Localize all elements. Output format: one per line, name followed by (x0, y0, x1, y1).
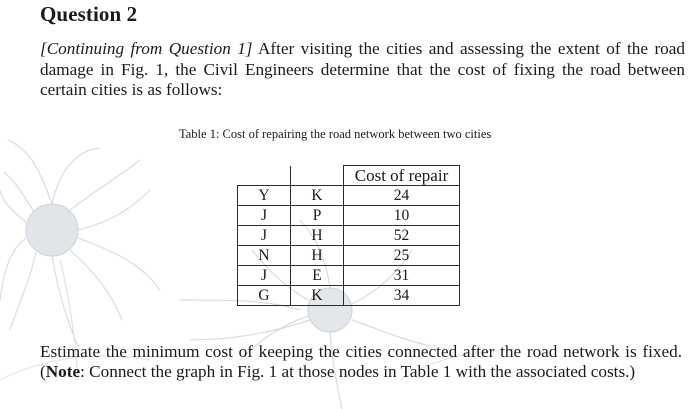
from-city-cell: G (238, 286, 291, 306)
question-intro-paragraph (40, 39, 685, 101)
instruction-paragraph (40, 342, 682, 381)
cost-cell: 31 (344, 266, 460, 286)
continuation-reference: [Continuing from Question 1] (40, 39, 253, 58)
to-city-cell: E (291, 266, 344, 286)
to-city-cell: P (291, 206, 344, 226)
note-label: Note (45, 361, 81, 381)
from-city-cell: N (238, 246, 291, 266)
from-city-cell: J (238, 226, 291, 246)
question-title: Question 2 (40, 2, 138, 26)
cost-cell: 24 (344, 186, 460, 206)
cost-cell: 10 (344, 206, 460, 226)
table-header-row (238, 166, 460, 186)
cost-cell: 25 (344, 246, 460, 266)
table-row (238, 226, 460, 246)
instruction-text-after: : Connect the graph in Fig. 1 at those nodes in Table 1 with the associated costs.) (80, 361, 636, 381)
cost-cell: 34 (344, 286, 460, 306)
from-city-cell: J (238, 266, 291, 286)
table-header-empty (238, 166, 291, 186)
table-row (238, 186, 460, 206)
table-row (238, 266, 460, 286)
repair-cost-table (237, 165, 460, 306)
table-row (238, 206, 460, 226)
to-city-cell: K (291, 186, 344, 206)
instruction-text-before: Estimate the minimum cost of keeping the cities connected after the road network is fixed. ( (40, 342, 682, 381)
to-city-cell: H (291, 246, 344, 266)
intro-body-text: After visiting the cities and assessing the extent of the road damage in Fig. 1, the Civil Engineers determine that the cost of fixing the road between certain cities is as follows: (40, 39, 685, 99)
to-city-cell: K (291, 286, 344, 306)
table-header-empty (291, 166, 344, 186)
from-city-cell: Y (238, 186, 291, 206)
to-city-cell: H (291, 226, 344, 246)
cost-column-header: Cost of repair (344, 166, 460, 186)
table-row (238, 286, 460, 306)
table-row (238, 246, 460, 266)
from-city-cell: J (238, 206, 291, 226)
cost-cell: 52 (344, 226, 460, 246)
table-caption: Table 1: Cost of repairing the road network between two cities (179, 127, 492, 141)
